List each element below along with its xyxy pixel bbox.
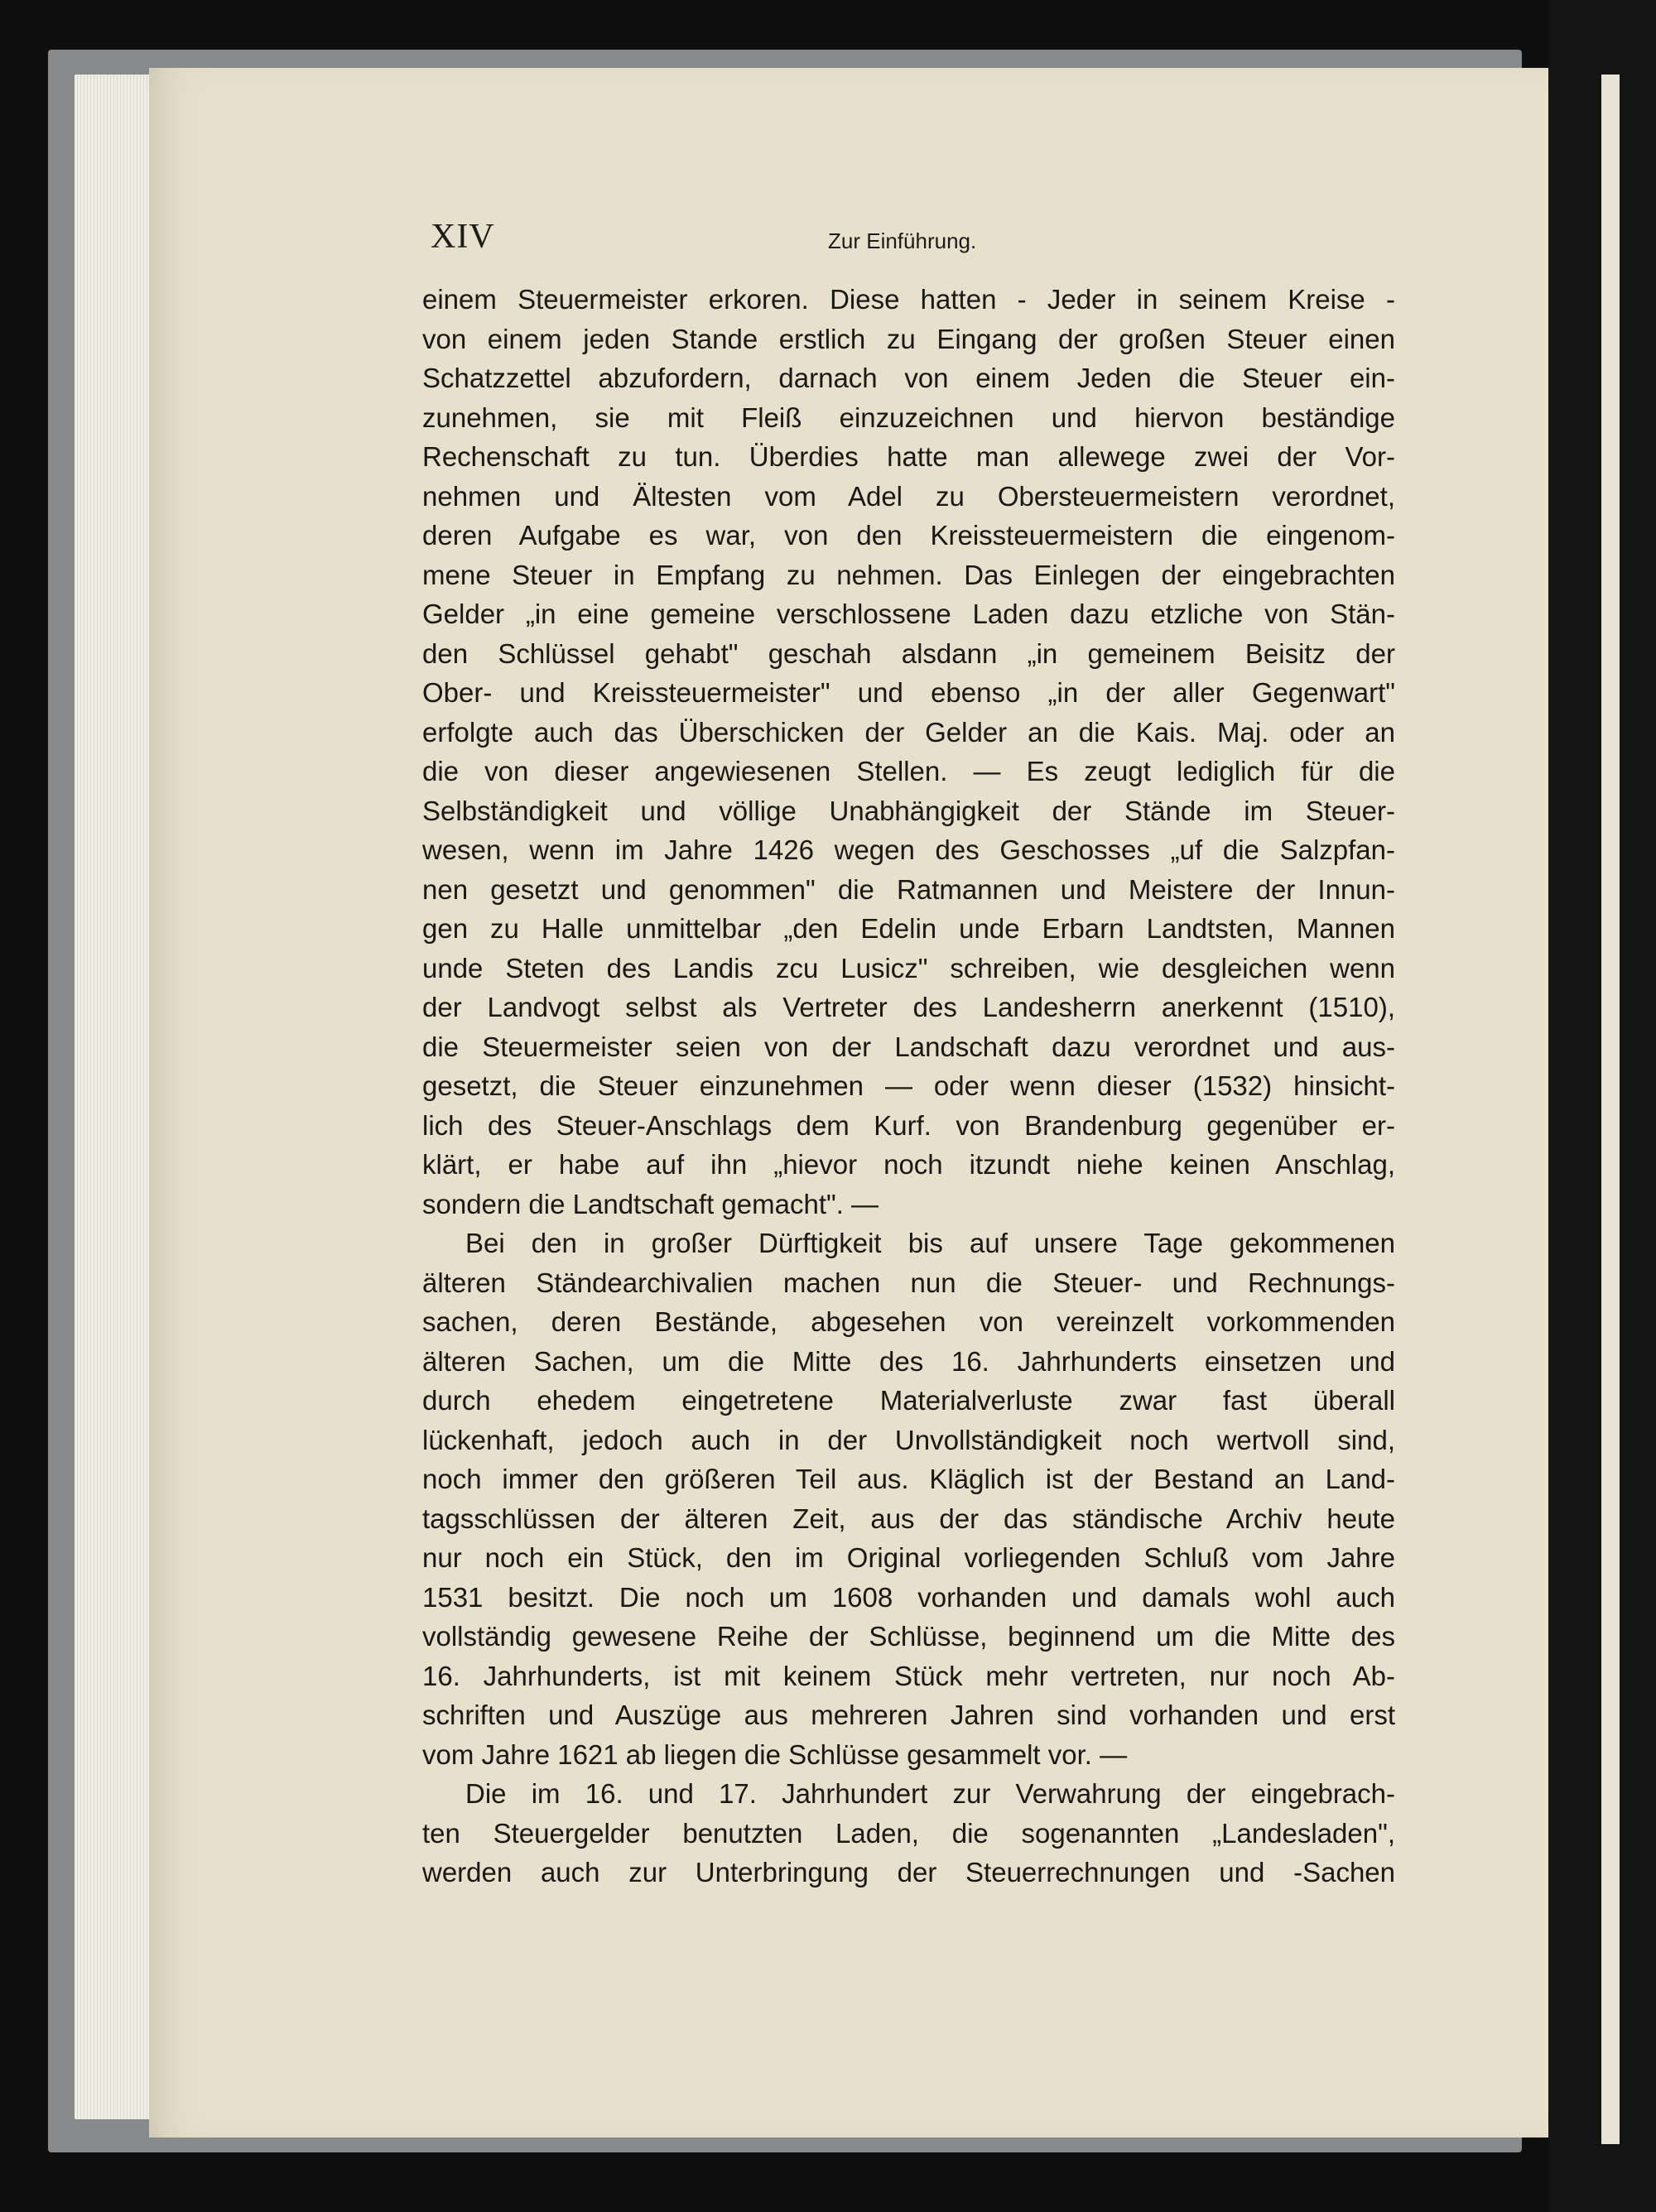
- text-line: die Steuermeister seien von der Landschaft dazu verordnet und aus-: [422, 1031, 1395, 1062]
- text-line: gesetzt, die Steuer einzunehmen — oder wenn dieser (1532) hinsicht-: [422, 1070, 1395, 1101]
- text-line: vom Jahre 1621 ab liegen die Schlüsse gesammelt vor. —: [422, 1738, 1128, 1770]
- text-line: durch ehedem eingetretene Materialverluste zwar fast überall: [422, 1385, 1395, 1416]
- text-line: von einem jeden Stande erstlich zu Eingang der großen Steuer einen: [422, 323, 1395, 354]
- text-line: wesen, wenn im Jahre 1426 wegen des Geschosses „uf die Salzpfan-: [422, 834, 1395, 865]
- text-line: deren Aufgabe es war, von den Kreissteuermeistern die eingenom-: [422, 520, 1395, 551]
- text-line: Bei den in großer Dürftigkeit bis auf unsere Tage gekommenen: [465, 1228, 1395, 1258]
- text-line: sachen, deren Bestände, abgesehen von vereinzelt vorkommenden: [422, 1306, 1395, 1337]
- page-header: [431, 217, 1374, 267]
- text-line: einem Steuermeister erkoren. Diese hatten - Jeder in seinem Kreise -: [422, 284, 1395, 315]
- text-line: klärt, er habe auf ihn „hievor noch itzundt niehe keinen Anschlag,: [422, 1149, 1395, 1180]
- text-line: ten Steuergelder benutzten Laden, die sogenannten „Landesladen",: [422, 1817, 1395, 1849]
- text-line: nen gesetzt und genommen" die Ratmannen und Meistere der Innun-: [422, 873, 1395, 905]
- text-line: lich des Steuer-Anschlags dem Kurf. von Brandenburg gegenüber er-: [422, 1109, 1395, 1141]
- text-line: mene Steuer in Empfang zu nehmen. Das Einlegen der eingebrachten: [422, 559, 1395, 590]
- body-text: [422, 280, 1395, 1892]
- text-line: noch immer den größeren Teil aus. Kläglich ist der Bestand an Land-: [422, 1464, 1395, 1494]
- text-line: Die im 16. und 17. Jahrhundert zur Verwahrung der eingebrach-: [465, 1778, 1395, 1809]
- text-line: den Schlüssel gehabt" geschah alsdann „in gemeinem Beisitz der: [422, 637, 1395, 669]
- next-page-edge: [1601, 75, 1620, 2144]
- text-line: nehmen und Ältesten vom Adel zu Obersteuermeistern verordnet,: [422, 480, 1395, 512]
- text-line: zunehmen, sie mit Fleiß einzuzeichnen und hiervon beständige: [422, 402, 1395, 433]
- text-line: nur noch ein Stück, den im Original vorliegenden Schluß vom Jahre: [422, 1542, 1395, 1573]
- text-line: Selbständigkeit und völlige Unabhängigkeit der Stände im Steuer-: [422, 795, 1395, 826]
- text-line: werden auch zur Unterbringung der Steuerrechnungen und -Sachen: [422, 1857, 1395, 1887]
- text-line: Schatzzettel abzufordern, darnach von einem Jeden die Steuer ein-: [422, 363, 1395, 393]
- text-line: erfolgte auch das Überschicken der Gelder an die Kais. Maj. oder an: [422, 716, 1395, 748]
- text-line: 1531 besitzt. Die noch um 1608 vorhanden und damals wohl auch: [422, 1581, 1395, 1613]
- text-line: gen zu Halle unmittelbar „den Edelin unde Erbarn Landtsten, Mannen: [422, 913, 1395, 944]
- text-line: Ober- und Kreissteuermeister" und ebenso „in der aller Gegenwart": [422, 677, 1395, 708]
- text-line: sondern die Landtschaft gemacht". —: [422, 1188, 879, 1219]
- text-line: Rechenschaft zu tun. Überdies hatte man allewege zwei der Vor-: [422, 441, 1395, 472]
- text-line: Gelder „in eine gemeine verschlossene Laden dazu etzliche von Stän-: [422, 599, 1395, 629]
- text-line: älteren Ständearchivalien machen nun die Steuer- und Rechnungs-: [422, 1267, 1395, 1298]
- text-line: vollständig gewesene Reihe der Schlüsse, beginnend um die Mitte des: [422, 1621, 1395, 1652]
- text-line: die von dieser angewiesenen Stellen. — Es zeugt lediglich für die: [422, 756, 1395, 786]
- text-line: der Landvogt selbst als Vertreter des Landesherrn anerkennt (1510),: [422, 992, 1395, 1022]
- text-line: schriften und Auszüge aus mehreren Jahren sind vorhanden und erst: [422, 1700, 1395, 1730]
- text-line: lückenhaft, jedoch auch in der Unvollständigkeit noch wertvoll sind,: [422, 1424, 1395, 1455]
- text-line: älteren Sachen, um die Mitte des 16. Jahrhunderts einsetzen und: [422, 1345, 1395, 1377]
- text-line: unde Steten des Landis zcu Lusicz" schreiben, wie desgleichen wenn: [422, 952, 1395, 983]
- text-line: 16. Jahrhunderts, ist mit keinem Stück mehr vertreten, nur noch Ab-: [422, 1660, 1395, 1691]
- text-line: tagsschlüssen der älteren Zeit, aus der das ständische Archiv heute: [422, 1503, 1395, 1534]
- page-number: XIV: [431, 218, 495, 256]
- running-title: Zur Einführung.: [828, 228, 977, 253]
